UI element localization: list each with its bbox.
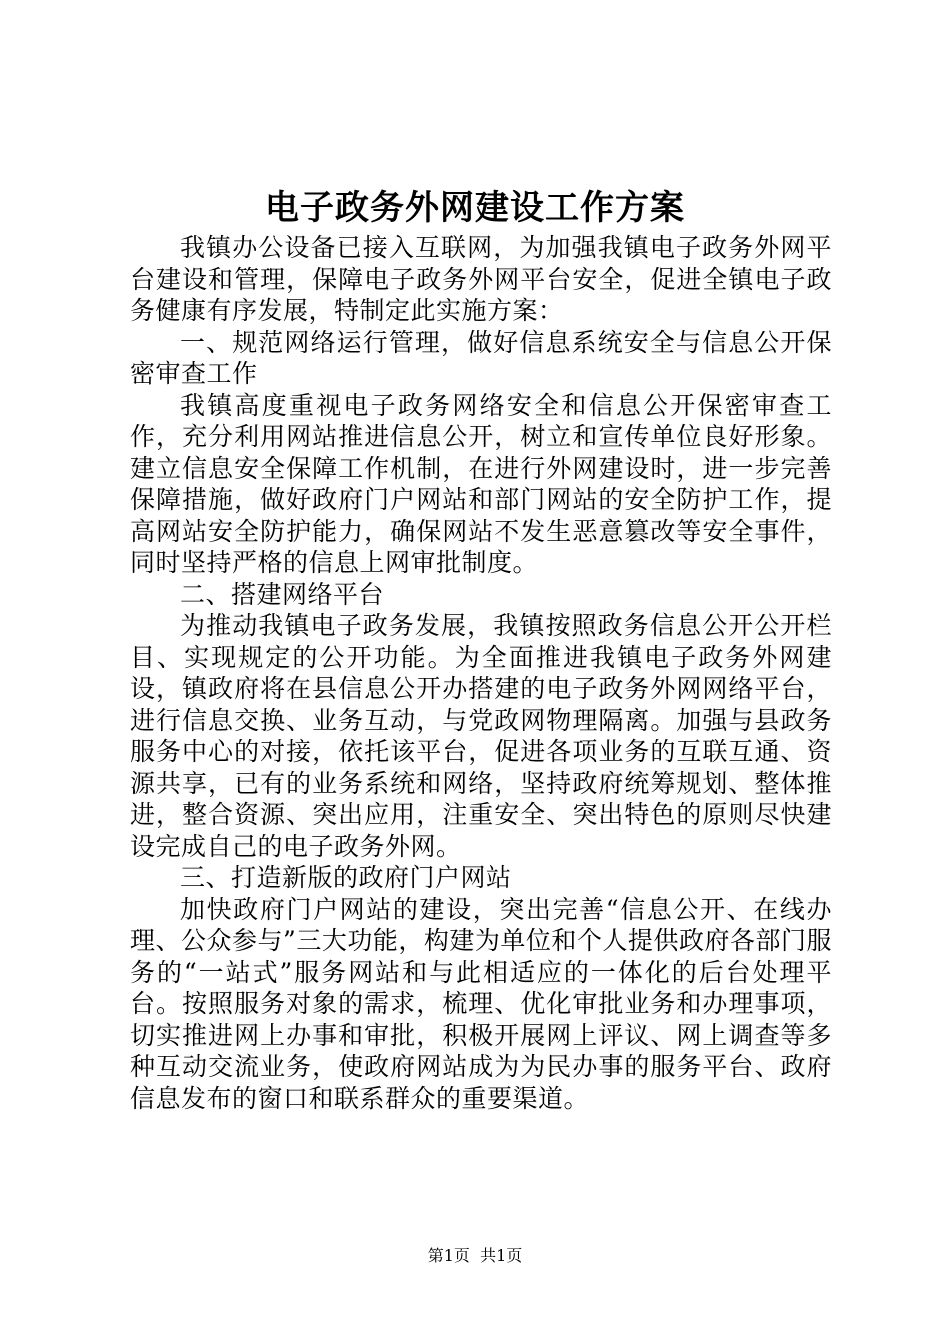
section-heading-2: 二、搭建网络平台 — [180, 579, 385, 609]
section-paragraph-3: 加快政府门户网站的建设，突出完善“信息公开、在线办理、公众参与”三大功能，构建为单位和个人提供政府各部门服务的“一站式”服务网站和与此相适应的一体化的后台处理平台。按照服务对象的需求，梳理、优化审批业务和办理事项，切实推进网上办事和审批，积极开展网上评议、网上调查等多种互动交流业务，使政府网站成为为民办事的服务平台、政府信息发布的窗口和联系群众的重要渠道。 — [130, 894, 832, 1113]
section-heading-3: 三、打造新版的政府门户网站 — [180, 863, 512, 892]
intro-paragraph: 我镇办公设备已接入互联网，为加强我镇电子政务外网平台建设和管理，保障电子政务外网平台安全，促进全镇电子政务健康有序发展，特制定此实施方案： — [130, 233, 832, 325]
document-title: 电子政务外网建设工作方案 — [265, 188, 685, 228]
page-footer — [0, 1246, 950, 1266]
section-paragraph-2: 为推动我镇电子政务发展，我镇按照政务信息公开公开栏目、实现规定的公开功能。为全面推进我镇电子政务外网建设，镇政府将在县信息公开办搭建的电子政务外网网络平台，进行信息交换、业务互动，与党政网物理隔离。加强与县政务服务中心的对接，依托该平台，促进各项业务的互联互通、资源共享，已有的业务系统和网络，坚持政府统筹规划、整体推进，整合资源、突出应用，注重安全、突出特色的原则尽快建设完成自己的电子政务外网。 — [130, 611, 832, 861]
page-total: 共1页 — [480, 1246, 523, 1265]
section-heading-1: 一、规范网络运行管理，做好信息系统安全与信息公开保密审查工作 — [130, 327, 832, 388]
page-number: 第1页 — [427, 1246, 470, 1265]
document-body — [130, 232, 832, 1114]
section-paragraph-1: 我镇高度重视电子政务网络安全和信息公开保密审查工作，充分利用网站推进信息公开，树立和宣传单位良好形象。建立信息安全保障工作机制，在进行外网建设时，进一步完善保障措施，做好政府门户网站和部门网站的安全防护工作，提高网站安全防护能力，确保网站不发生恶意篡改等安全事件，同时坚持严格的信息上网审批制度。 — [130, 390, 832, 577]
